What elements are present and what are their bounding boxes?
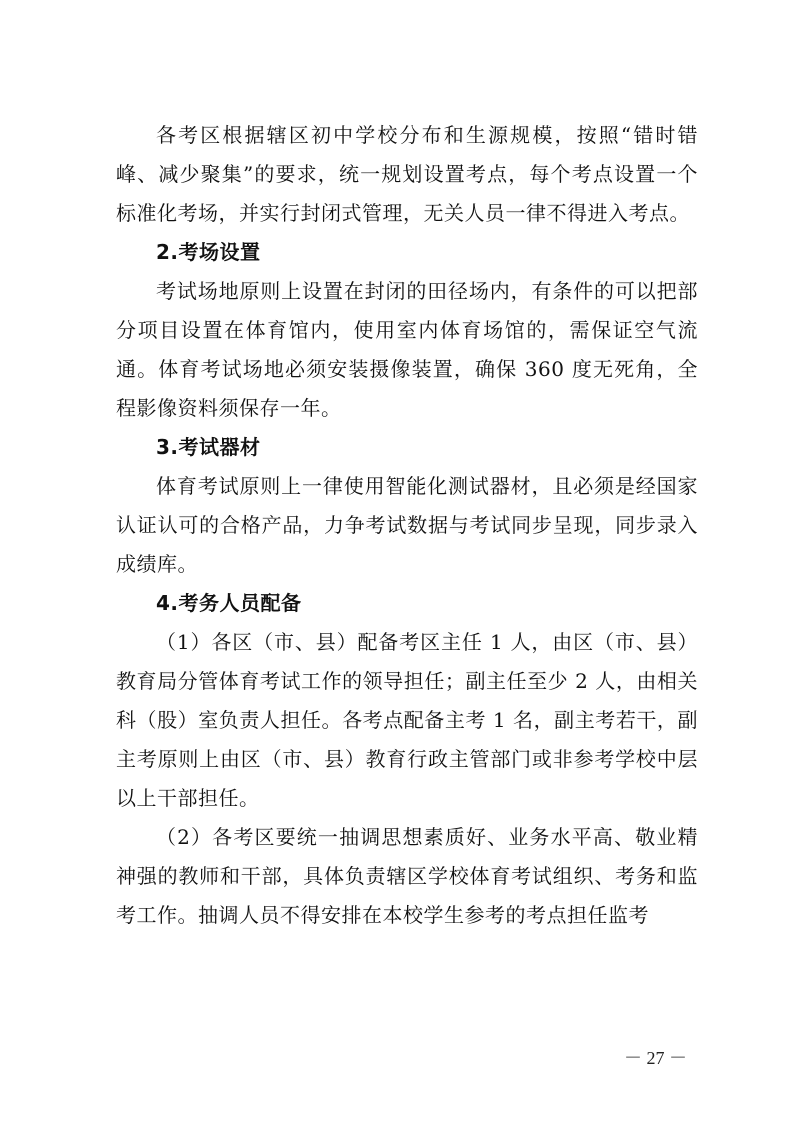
heading-exam-equipment: 3.考试器材 (156, 435, 261, 459)
paragraph-exam-venue-setup: 考试场地原则上设置在封闭的田径场内，有条件的可以把部分项目设置在体育馆内，使用室内体育场馆的，需保证空气流通。体育考试场地必须安装摄像装置，确保 360 度无死角，全程影像资料须保存一年。 (116, 279, 698, 420)
heading-exam-venue-setup: 2.考场设置 (156, 240, 261, 264)
document-body (116, 116, 698, 935)
paragraph-exam-staff-1: （1）各区（市、县）配备考区主任 1 人，由区（市、县）教育局分管体育考试工作的领导担任；副主任至少 2 人，由相关科（股）室负责人担任。各考点配备主考 1 名，副主考若干，副主考原则上由区（市、县）教育行政主管部门或非参考学校中层以上干部担任。 (116, 630, 698, 810)
paragraph-exam-equipment: 体育考试原则上一律使用智能化测试器材，且必须是经国家认证认可的合格产品，力争考试数据与考试同步呈现，同步录入成绩库。 (116, 474, 698, 576)
heading-exam-staff: 4.考务人员配备 (156, 591, 302, 615)
paragraph-exam-site-planning: 各考区根据辖区初中学校分布和生源规模，按照“错时错峰、减少聚集”的要求，统一规划设置考点，每个考点设置一个标准化考场，并实行封闭式管理，无关人员一律不得进入考点。 (116, 123, 698, 225)
page-number: － 27 － (624, 1048, 687, 1068)
paragraph-exam-staff-2: （2）各考区要统一抽调思想素质好、业务水平高、敬业精神强的教师和干部，具体负责辖区学校体育考试组织、考务和监考工作。抽调人员不得安排在本校学生参考的考点担任监考 (116, 825, 698, 927)
